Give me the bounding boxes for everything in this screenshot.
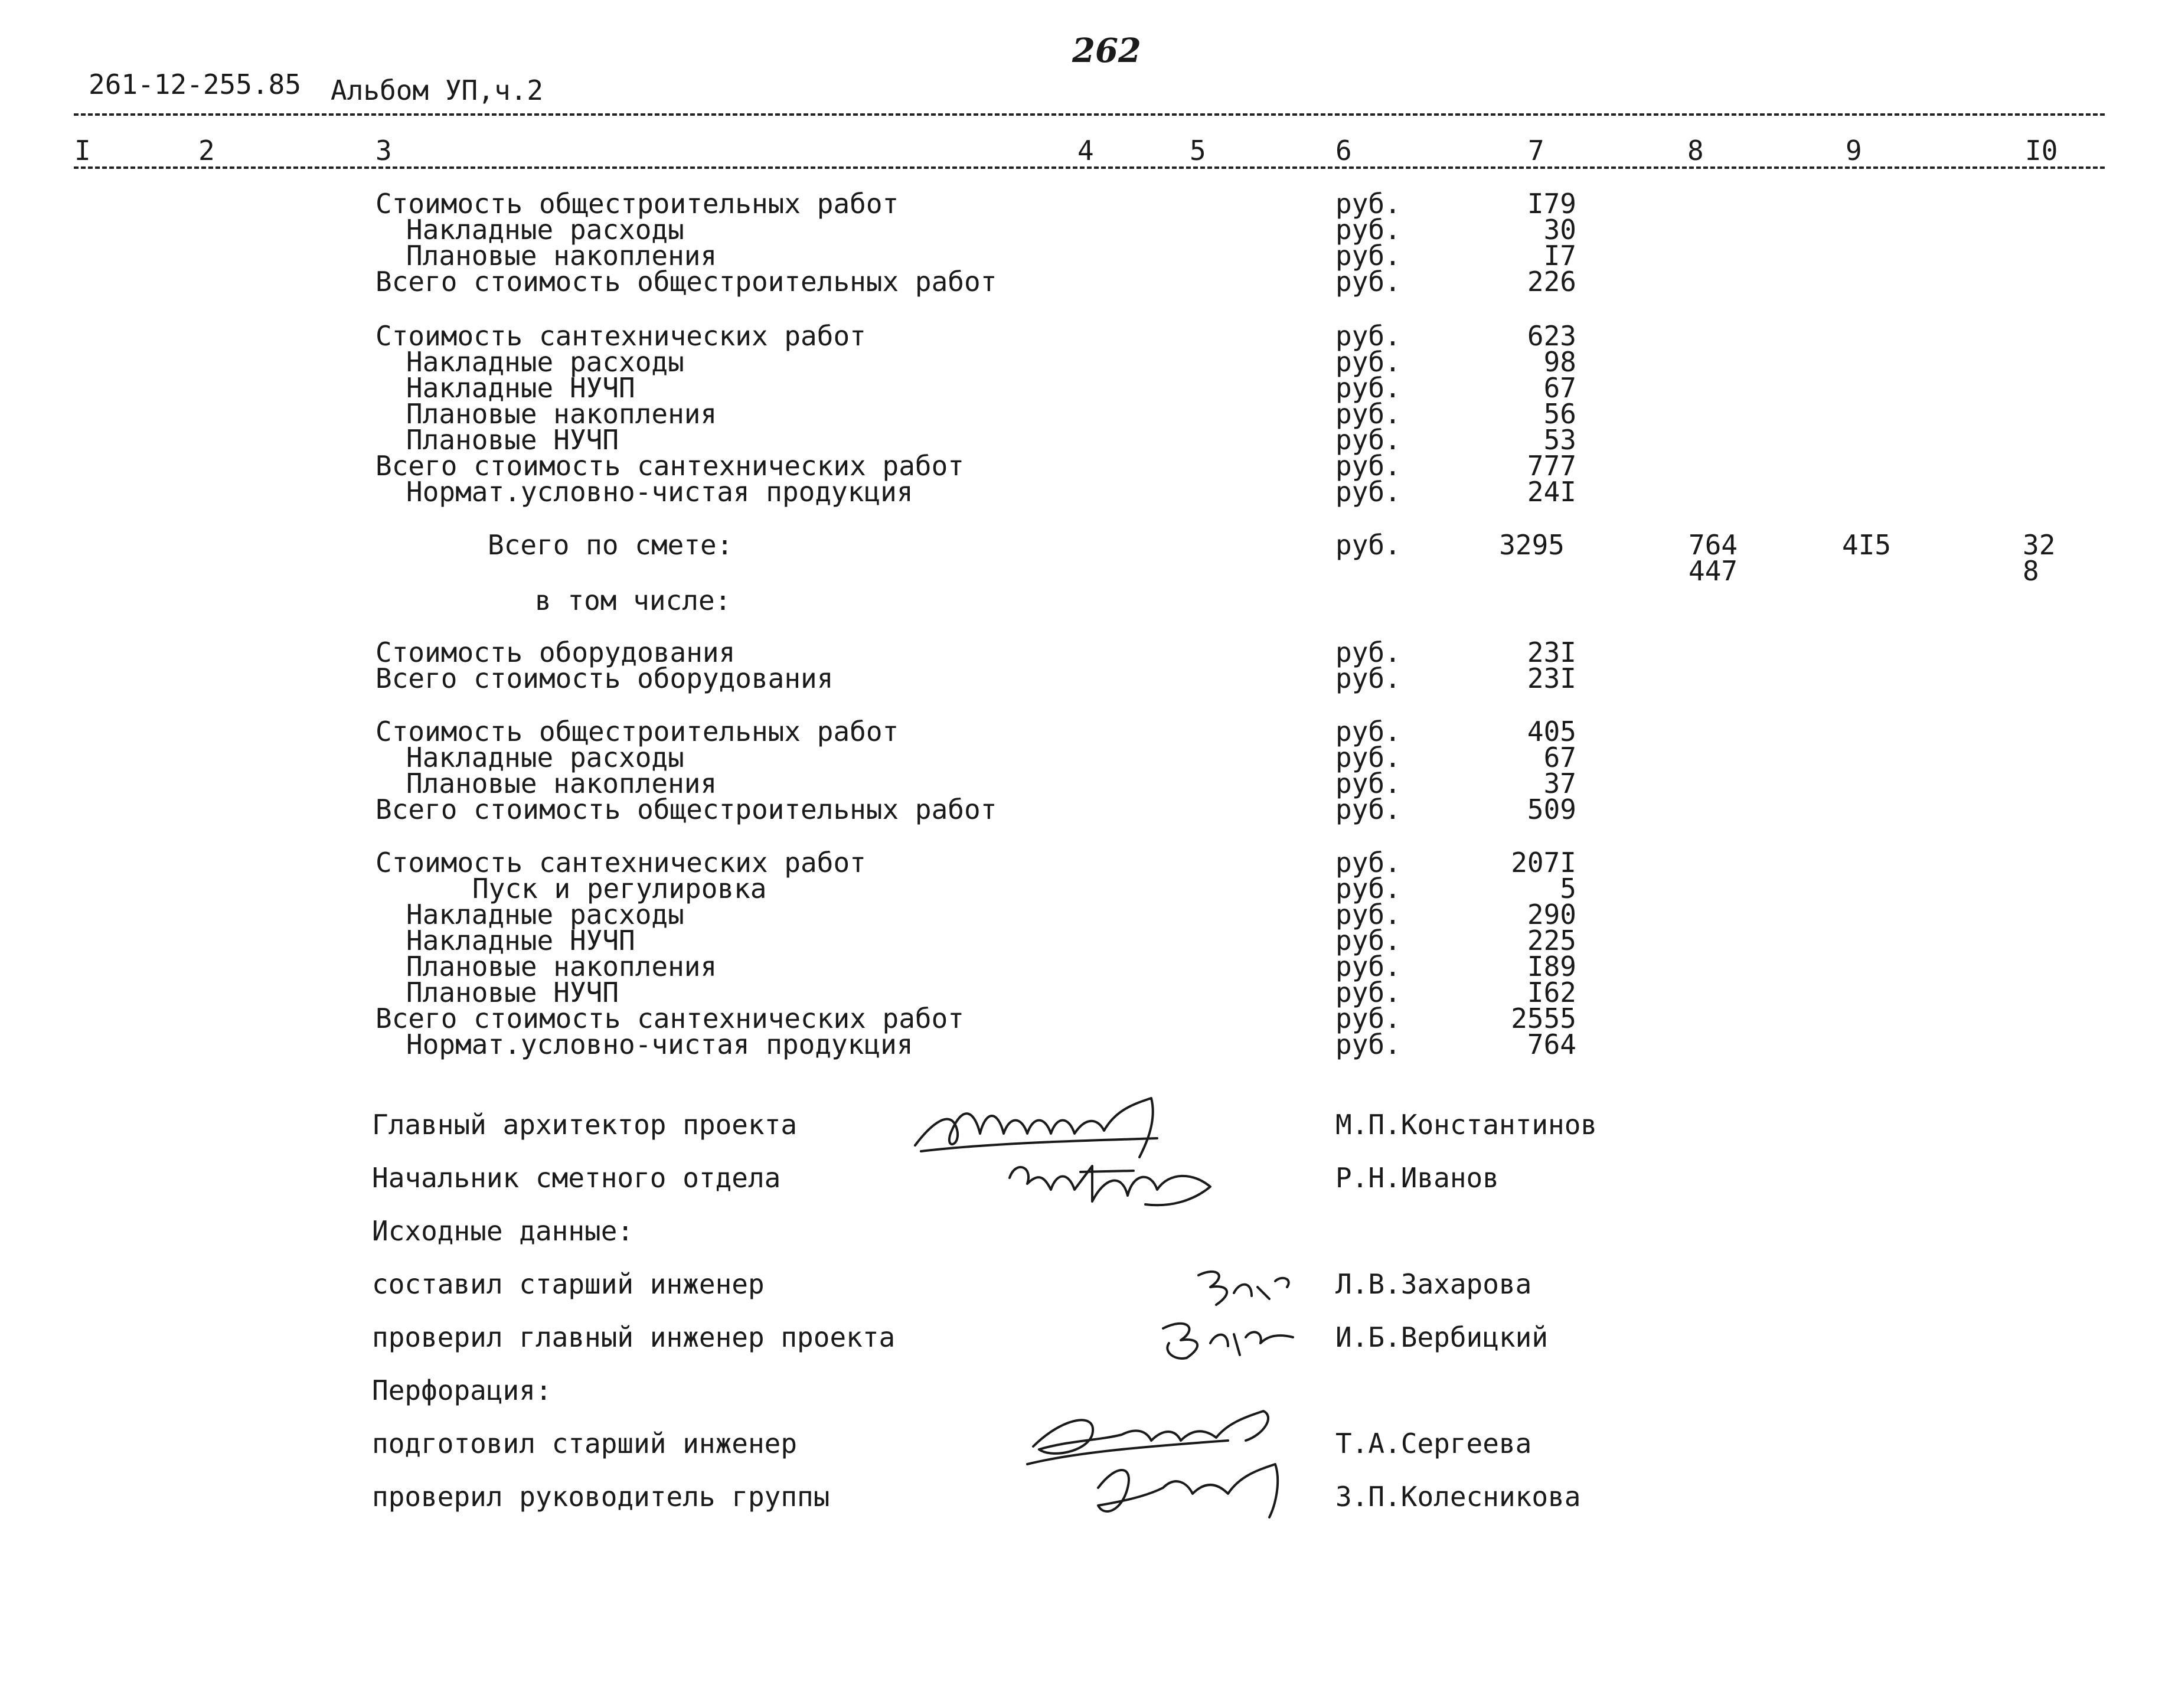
signature-name: Т.А.Сергеева: [1335, 1428, 1532, 1459]
total-col10-line2: 8: [2023, 555, 2039, 587]
total-col10-line1: 32: [2023, 529, 2056, 561]
table-row: [0, 951, 2162, 982]
row-value: 67: [1543, 742, 1576, 773]
row-value: 764: [1527, 1028, 1576, 1060]
table-row: [0, 847, 2162, 879]
table-row: [0, 398, 2162, 430]
table-row: [0, 793, 2162, 825]
table-row: [0, 372, 2162, 404]
row-value: 777: [1527, 450, 1576, 482]
column-number-1: I: [74, 135, 91, 166]
total-value: 3295: [1499, 529, 1565, 561]
including-row: [0, 584, 2162, 616]
row-value: 5: [1560, 873, 1576, 904]
row-label: Стоимость сантехнических работ: [375, 847, 866, 879]
table-row: [0, 214, 2162, 246]
column-number-6: 6: [1335, 135, 1352, 166]
row-value: 67: [1543, 372, 1576, 404]
signature-name: И.Б.Вербицкий: [1335, 1321, 1549, 1353]
row-label: Плановые накопления: [406, 398, 717, 430]
table-row: [0, 925, 2162, 956]
row-label: Стоимость оборудования: [375, 636, 736, 668]
table-row: [0, 346, 2162, 378]
table-row: [0, 977, 2162, 1008]
table-row: [0, 266, 2162, 298]
row-label: Накладные расходы: [406, 346, 684, 378]
table-row: [0, 424, 2162, 456]
row-label: Всего стоимость общестроительных работ: [375, 266, 997, 298]
signature-title: проверил главный инженер проекта: [372, 1321, 896, 1353]
row-value: 24I: [1527, 476, 1576, 508]
row-label: Плановые НУЧП: [406, 424, 619, 456]
row-unit: руб.: [1335, 716, 1401, 747]
row-value: I7: [1543, 240, 1576, 272]
row-unit: руб.: [1335, 977, 1401, 1008]
column-number-10: I0: [2025, 135, 2058, 166]
column-number-5: 5: [1190, 135, 1206, 166]
row-value: 23I: [1527, 636, 1576, 668]
row-label: Всего стоимость оборудования: [375, 662, 834, 694]
total-col9: 4I5: [1842, 529, 1892, 561]
table-row: [0, 188, 2162, 220]
row-value: I62: [1527, 977, 1576, 1008]
row-label: Плановые накопления: [406, 768, 717, 799]
row-unit: руб.: [1335, 742, 1401, 773]
row-value: 30: [1543, 214, 1576, 246]
row-label: Накладные НУЧП: [406, 925, 635, 956]
row-label: Всего стоимость сантехнических работ: [375, 450, 964, 482]
column-number-3: 3: [375, 135, 392, 166]
row-unit: руб.: [1335, 188, 1401, 220]
including-label: в том числе:: [535, 584, 731, 616]
row-label: Нормат.условно-чистая продукция: [406, 1028, 913, 1060]
table-row: [0, 320, 2162, 352]
table-row: [0, 875, 2162, 902]
signature-name: Р.Н.Иванов: [1335, 1162, 1499, 1194]
row-unit: руб.: [1335, 873, 1401, 904]
row-label: Пуск и регулировка: [472, 873, 767, 904]
page-number: 262: [1072, 31, 1141, 70]
album-label: Альбом УП,ч.2: [331, 74, 544, 106]
column-number-8: 8: [1687, 135, 1704, 166]
total-label: Всего по смете:: [488, 529, 733, 561]
section-heading: Исходные данные:: [372, 1215, 634, 1247]
row-unit: руб.: [1335, 529, 1401, 561]
total-col8-line1: 764: [1689, 529, 1738, 561]
total-row: [0, 529, 2162, 587]
row-unit: руб.: [1335, 240, 1401, 272]
section-heading: Перфорация:: [372, 1374, 552, 1406]
signature-row: [0, 1268, 2162, 1300]
table-row: [0, 450, 2162, 482]
row-unit: руб.: [1335, 450, 1401, 482]
row-label: Всего стоимость сантехнических работ: [375, 1002, 964, 1034]
row-value: 226: [1527, 266, 1576, 298]
row-unit: руб.: [1335, 768, 1401, 799]
signature-name: З.П.Колесникова: [1335, 1481, 1581, 1513]
row-label: Стоимость сантехнических работ: [375, 320, 866, 352]
row-value: 23I: [1527, 662, 1576, 694]
row-unit: руб.: [1335, 266, 1401, 298]
row-label: Накладные НУЧП: [406, 372, 635, 404]
table-row: [0, 476, 2162, 508]
row-label: Нормат.условно-чистая продукция: [406, 476, 913, 508]
signature-row: [0, 1217, 2162, 1247]
row-value: 207I: [1511, 847, 1576, 879]
table-row: [0, 768, 2162, 799]
signature-row: [0, 1321, 2162, 1353]
row-label: Накладные расходы: [406, 742, 684, 773]
row-unit: руб.: [1335, 1028, 1401, 1060]
row-unit: руб.: [1335, 847, 1401, 879]
table-row: [0, 636, 2162, 668]
row-value: 37: [1543, 768, 1576, 799]
row-unit: руб.: [1335, 398, 1401, 430]
row-value: 509: [1527, 793, 1576, 825]
signature-title: подготовил старший инженер: [372, 1428, 798, 1459]
row-value: 53: [1543, 424, 1576, 456]
table-row: [0, 742, 2162, 773]
row-value: 623: [1527, 320, 1576, 352]
total-col8-line2: 447: [1689, 555, 1738, 587]
row-value: I79: [1527, 188, 1576, 220]
row-unit: руб.: [1335, 320, 1401, 352]
signature-title: проверил руководитель группы: [372, 1481, 830, 1513]
row-label: Стоимость общестроительных работ: [375, 716, 899, 747]
row-unit: руб.: [1335, 424, 1401, 456]
row-unit: руб.: [1335, 951, 1401, 982]
header-rule-bottom: [74, 166, 2105, 169]
document-code: 261-12-255.85: [89, 68, 302, 100]
row-value: 98: [1543, 346, 1576, 378]
handwritten-signature: [1015, 1393, 1311, 1529]
row-unit: руб.: [1335, 214, 1401, 246]
row-label: Плановые накопления: [406, 951, 717, 982]
table-row: [0, 901, 2162, 928]
signature-title: Главный архитектор проекта: [372, 1109, 798, 1141]
row-unit: руб.: [1335, 476, 1401, 508]
handwritten-signature: [1004, 1154, 1228, 1219]
table-row: [0, 662, 2162, 694]
signature-title: Начальник сметного отдела: [372, 1162, 781, 1194]
column-number-2: 2: [198, 135, 215, 166]
table-row: [0, 240, 2162, 272]
row-unit: руб.: [1335, 1002, 1401, 1034]
handwritten-signature: [1193, 1263, 1311, 1311]
row-label: Накладные расходы: [406, 214, 684, 246]
header-rule-top: [74, 113, 2105, 116]
handwritten-signature: [1151, 1311, 1305, 1370]
signature-title: составил старший инженер: [372, 1268, 765, 1300]
signature-name: Л.В.Захарова: [1335, 1268, 1532, 1300]
row-unit: руб.: [1335, 636, 1401, 668]
column-number-7: 7: [1528, 135, 1544, 166]
row-label: Плановые накопления: [406, 240, 717, 272]
row-unit: руб.: [1335, 346, 1401, 378]
row-value: 225: [1527, 925, 1576, 956]
row-unit: руб.: [1335, 662, 1401, 694]
table-row: [0, 1028, 2162, 1060]
row-value: 405: [1527, 716, 1576, 747]
row-value: 56: [1543, 398, 1576, 430]
column-number-4: 4: [1077, 135, 1094, 166]
row-label: Накладные расходы: [406, 899, 684, 930]
signature-name: М.П.Константинов: [1335, 1109, 1598, 1141]
row-value: 290: [1527, 899, 1576, 930]
table-row: [0, 1002, 2162, 1034]
row-value: I89: [1527, 951, 1576, 982]
row-unit: руб.: [1335, 925, 1401, 956]
row-unit: руб.: [1335, 372, 1401, 404]
row-label: Всего стоимость общестроительных работ: [375, 793, 997, 825]
row-value: 2555: [1511, 1002, 1576, 1034]
row-label: Плановые НУЧП: [406, 977, 619, 1008]
table-row: [0, 716, 2162, 747]
column-number-9: 9: [1846, 135, 1862, 166]
row-unit: руб.: [1335, 899, 1401, 930]
row-label: Стоимость общестроительных работ: [375, 188, 899, 220]
row-unit: руб.: [1335, 793, 1401, 825]
